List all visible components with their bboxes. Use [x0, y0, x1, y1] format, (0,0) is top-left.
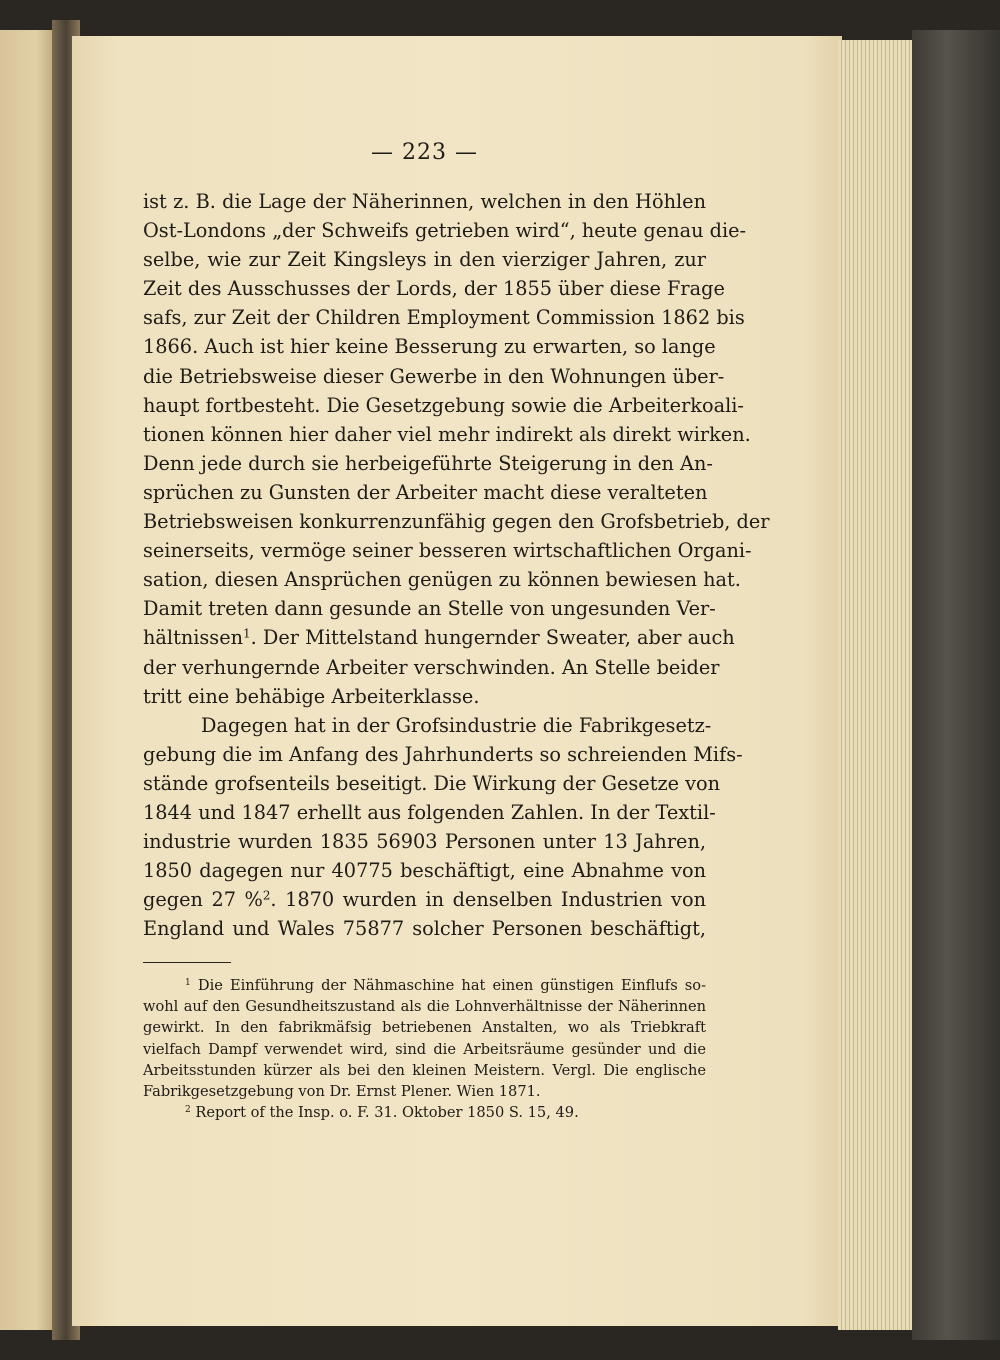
- footnote-divider: [143, 962, 231, 963]
- body-line: industrie wurden 1835 56903 Personen unter 13 Jahren,: [143, 830, 706, 854]
- body-line: tritt eine behäbige Arbeiterklasse.: [143, 684, 480, 708]
- body-line: Zeit des Ausschusses der Lords, der 1855 über diese Frage: [143, 277, 725, 301]
- body-line: haupt fortbesteht. Die Gesetzgebung sowie die Arbeiterkoali-: [143, 393, 744, 417]
- body-line: hältnissen$^1$. Der Mittelstand hungernder Sweater, aber auch: [143, 626, 735, 650]
- footnote-marker: 2: [185, 1105, 191, 1116]
- body-line: Ost-Londons „der Schweifs getrieben wird“, heute genau die-: [143, 219, 747, 243]
- body-line: der verhungernde Arbeiter verschwinden. An Stelle beider: [143, 655, 720, 679]
- body-line: England und Wales 75877 solcher Personen beschäftigt,: [143, 917, 706, 941]
- body-text: [143, 187, 770, 943]
- footnote-line: gewirkt. In den fabrikmäfsig betriebenen Anstalten, wo als Triebkraft: [143, 1019, 706, 1037]
- footnote-line: Fabrikgesetzgebung von Dr. Ernst Plener. Wien 1871.: [143, 1082, 541, 1100]
- body-line: die Betriebsweise dieser Gewerbe in den Wohnungen über-: [143, 364, 725, 388]
- footnote-ref: 1: [243, 626, 251, 641]
- facing-page-edge: [0, 30, 60, 1330]
- body-line: Damit treten dann gesunde an Stelle von ungesunden Ver-: [143, 597, 716, 621]
- footnote-line: $^1$ Die Einführung der Nähmaschine hat einen günstigen Einflufs so-: [185, 977, 706, 994]
- footnotes: [143, 975, 706, 1123]
- body-line: Dagegen hat in der Grofsindustrie die Fabrikgesetz-: [201, 713, 712, 737]
- body-line: 1844 und 1847 erhellt aus folgenden Zahlen. In der Textil-: [143, 800, 716, 824]
- body-line: gegen 27 %$^2$. 1870 wurden in denselben Industrien von: [143, 888, 706, 912]
- body-line: safs, zur Zeit der Children Employment Commission 1862 bis: [143, 306, 745, 330]
- body-line: selbe, wie zur Zeit Kingsleys in den vierziger Jahren, zur: [143, 248, 706, 272]
- footnote-line: Arbeitsstunden kürzer als bei den kleinen Meistern. Vergl. Die englische: [143, 1061, 706, 1079]
- body-line: 1850 dagegen nur 40775 beschäftigt, eine Abnahme von: [143, 859, 706, 883]
- footnote-ref: 2: [262, 888, 271, 903]
- page-number: — 223 —: [371, 140, 478, 165]
- body-line: 1866. Auch ist hier keine Besserung zu erwarten, so lange: [143, 335, 716, 359]
- body-line: Denn jede durch sie herbeigeführte Steigerung in den An-: [143, 451, 713, 475]
- body-line: sprüchen zu Gunsten der Arbeiter macht diese veralteten: [143, 480, 708, 504]
- page-block-edges: [838, 40, 918, 1330]
- body-line: tionen können hier daher viel mehr indirekt als direkt wirken.: [143, 422, 751, 446]
- body-line: stände grofsenteils beseitigt. Die Wirkung der Gesetze von: [143, 771, 721, 795]
- body-line: gebung die im Anfang des Jahrhunderts so schreienden Mifs-: [143, 742, 743, 766]
- body-line: seinerseits, vermöge seiner besseren wirtschaftlichen Organi-: [143, 539, 752, 563]
- book-cover-edge: [912, 30, 1000, 1340]
- footnote-line: wohl auf den Gesundheitszustand als die Lohnverhältnisse der Näherinnen: [143, 998, 706, 1016]
- body-line: Betriebsweisen konkurrenzunfähig gegen den Grofsbetrieb, der: [143, 510, 770, 534]
- body-line: sation, diesen Ansprüchen genügen zu können bewiesen hat.: [143, 568, 741, 592]
- footnote-line: vielfach Dampf verwendet wird, sind die Arbeitsräume gesünder und die: [143, 1040, 706, 1058]
- footnote-marker: 1: [185, 978, 191, 989]
- footnote-line: $^2$ Report of the Insp. o. F. 31. Oktober 1850 S. 15, 49.: [185, 1104, 579, 1122]
- body-line: ist z. B. die Lage der Näherinnen, welchen in den Höhlen: [143, 190, 706, 213]
